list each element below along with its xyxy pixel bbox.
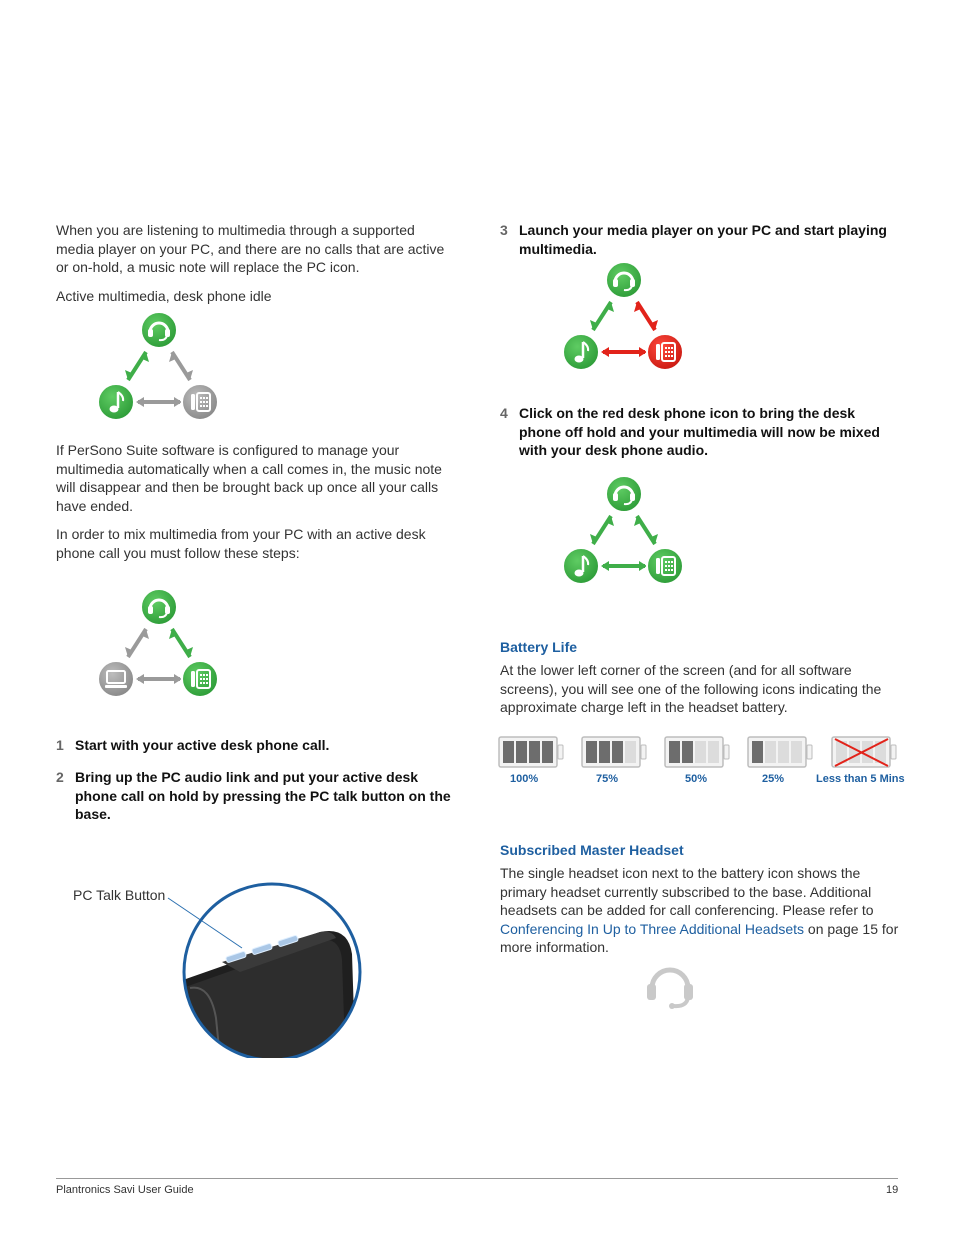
battery-label-25: 25% [762, 773, 785, 785]
base-unit-illustration [160, 878, 370, 1058]
battery-icon [582, 737, 646, 767]
headset-icon [141, 589, 177, 625]
step-number: 1 [56, 737, 64, 753]
footer-title: Plantronics Savi User Guide [56, 1184, 194, 1196]
subscribed-headset-heading: Subscribed Master Headset [500, 842, 684, 858]
battery-icon [748, 737, 812, 767]
battery-life-heading: Battery Life [500, 639, 578, 655]
step-number: 3 [500, 222, 508, 238]
diagram-active-phone [94, 587, 224, 699]
battery-label-75: 75% [596, 773, 619, 785]
step-text: Start with your active desk phone call. [75, 737, 330, 753]
conferencing-link[interactable]: Conferencing In Up to Three Additional Headsets [500, 920, 805, 937]
step-text: Launch your media player on your PC and start playing multimedia. [519, 222, 887, 257]
persono-paragraph: If PerSono Suite software is configured to manage your multimedia automatically when a call comes in, the music note will disappear and then be brought back up once all your calls have ended. [56, 442, 442, 514]
battery-icon [832, 737, 896, 767]
step-number: 4 [500, 405, 508, 421]
headset-icon [606, 476, 642, 512]
footer-rule [56, 1178, 898, 1179]
music-note-icon [563, 334, 599, 370]
intro-paragraph: When you are listening to multimedia through a supported media player on your PC, and there are no calls that are active or on-hold, a music note will replace the PC icon. [56, 222, 445, 276]
subscribed-headset-paragraph [500, 864, 904, 957]
battery-label-100: 100% [510, 773, 539, 785]
battery-label-50: 50% [685, 773, 708, 785]
step-text: Bring up the PC audio link and put your active desk phone call on hold by pressing the PC talk button on the base. [75, 769, 451, 823]
subscribed-body-text: The single headset icon next to the battery icon shows the primary headset currently subscribed to the base. Additional headsets can be added for call conferencing. Please refer to [500, 865, 874, 919]
battery-icon [665, 737, 729, 767]
diagram-mixed-audio [559, 474, 689, 586]
music-note-icon [98, 384, 134, 420]
pc-icon [98, 661, 134, 697]
battery-label-low: Less than 5 Mins [816, 773, 905, 785]
mix-intro-paragraph: In order to mix multimedia from your PC with an active desk phone call you must follow these steps: [56, 526, 426, 561]
desk-phone-icon [647, 548, 683, 584]
headset-icon [141, 312, 177, 348]
desk-phone-icon [182, 661, 218, 697]
master-headset-icon [644, 962, 696, 1010]
desk-phone-icon [647, 334, 683, 370]
pc-talk-button-callout: PC Talk Button [73, 887, 166, 903]
diagram-media-playing [559, 260, 689, 372]
step-text: Click on the red desk phone icon to bring the desk phone off hold and your multimedia will now be mixed with your desk phone audio. [519, 405, 880, 459]
caption-multimedia-idle: Active multimedia, desk phone idle [56, 288, 272, 304]
page-number: 19 [886, 1184, 899, 1196]
battery-life-paragraph: At the lower left corner of the screen (and for all software screens), you will see one of the following icons indicating the approximate charge left in the headset battery. [500, 662, 882, 716]
battery-icon [499, 737, 563, 767]
headset-icon [606, 262, 642, 298]
step-number: 2 [56, 769, 64, 785]
diagram-multimedia-idle [94, 310, 224, 422]
desk-phone-icon [182, 384, 218, 420]
subscribed-body-end: on page 15 for more information. [500, 920, 899, 956]
music-note-icon [563, 548, 599, 584]
battery-level-icons [497, 735, 907, 771]
